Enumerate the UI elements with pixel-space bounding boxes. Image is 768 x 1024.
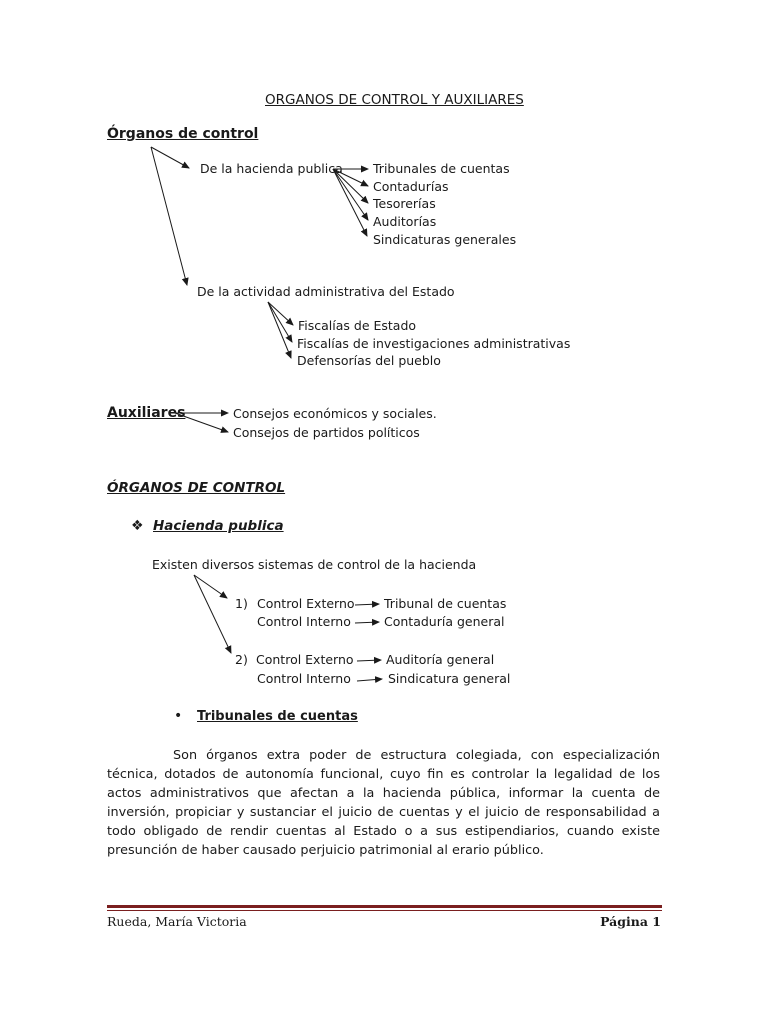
footer-page-number: Página 1	[600, 914, 661, 929]
arrow-to-actividad	[151, 147, 187, 285]
document-title: ORGANOS DE CONTROL Y AUXILIARES	[265, 92, 524, 108]
system-2-externo-label: Control Externo	[256, 652, 354, 667]
hacienda-item-3: Tesorerías	[373, 196, 436, 211]
actividad-item-2: Fiscalías de investigaciones administrativas	[297, 336, 571, 351]
arrow-sistema-2	[194, 575, 231, 653]
actividad-label: De la actividad administrativa del Estado	[197, 284, 455, 299]
arrow-actividad-3	[268, 302, 291, 358]
arrow-hacienda-4	[333, 169, 368, 220]
arrow-system-2-interno	[357, 679, 382, 681]
footer-rule-thin	[107, 910, 662, 911]
hacienda-heading: Hacienda publica	[153, 518, 284, 534]
system-1-interno-label: Control Interno	[257, 614, 351, 629]
arrow-auxiliares-2	[175, 413, 228, 432]
arrow-hacienda-3	[333, 169, 368, 203]
footer-rule-thick	[107, 905, 662, 908]
paragraph-text: Son órganos extra poder de estructura colegiada, con especialización técnica, dotados de autonomía funcional, cuyo fin es controlar la legalidad de los actos administrativos que afectan a la hacienda pública, informar la cuenta de inversión, propiciar y sustanciar el juicio de cuentas y el juicio de responsabilidad a todo obligado de rendir cuentas al Estado o a sus estipendiarios, cuando existe presunción de haber causado perjuicio patrimonial al erario público.	[107, 748, 660, 858]
hacienda-label: De la hacienda publica	[200, 161, 343, 176]
actividad-item-1: Fiscalías de Estado	[298, 318, 417, 333]
organos-heading: Órganos de control	[107, 126, 259, 142]
system-1-externo-label: Control Externo	[257, 596, 355, 611]
arrow-hacienda-5	[333, 169, 367, 236]
section-heading: ÓRGANOS DE CONTROL	[107, 480, 286, 496]
hacienda-item-1: Tribunales de cuentas	[373, 161, 510, 176]
auxiliares-item-1: Consejos económicos y sociales.	[233, 406, 437, 421]
system-2-number: 2)	[235, 652, 248, 667]
system-2-externo-target: Auditoría general	[386, 652, 495, 667]
arrow-actividad-1	[268, 302, 293, 325]
arrow-to-hacienda	[151, 147, 189, 168]
hacienda-item-2: Contadurías	[373, 179, 449, 194]
footer-author: Rueda, María Victoria	[107, 914, 247, 929]
system-1-externo-target: Tribunal de cuentas	[384, 596, 507, 611]
sistemas-text: Existen diversos sistemas de control de la hacienda	[152, 557, 477, 572]
hacienda-item-4: Auditorías	[373, 214, 437, 229]
diamond-bullet-icon: ❖	[131, 518, 144, 534]
arrow-actividad-2	[268, 302, 292, 342]
system-1-number: 1)	[235, 596, 248, 611]
tribunales-heading: Tribunales de cuentas	[197, 709, 358, 724]
system-2-interno-target: Sindicatura general	[388, 671, 511, 686]
bullet-dot-icon: •	[174, 708, 183, 724]
system-1-interno-target: Contaduría general	[384, 614, 505, 629]
arrow-system-1-interno	[355, 622, 379, 623]
actividad-item-3: Defensorías del pueblo	[297, 353, 441, 368]
hacienda-item-5: Sindicaturas generales	[373, 232, 517, 247]
auxiliares-heading: Auxiliares	[107, 405, 186, 421]
auxiliares-item-2: Consejos de partidos políticos	[233, 425, 420, 440]
system-2-interno-label: Control Interno	[257, 671, 351, 686]
arrow-system-2-externo	[357, 660, 381, 661]
arrow-system-1-externo	[355, 604, 379, 605]
